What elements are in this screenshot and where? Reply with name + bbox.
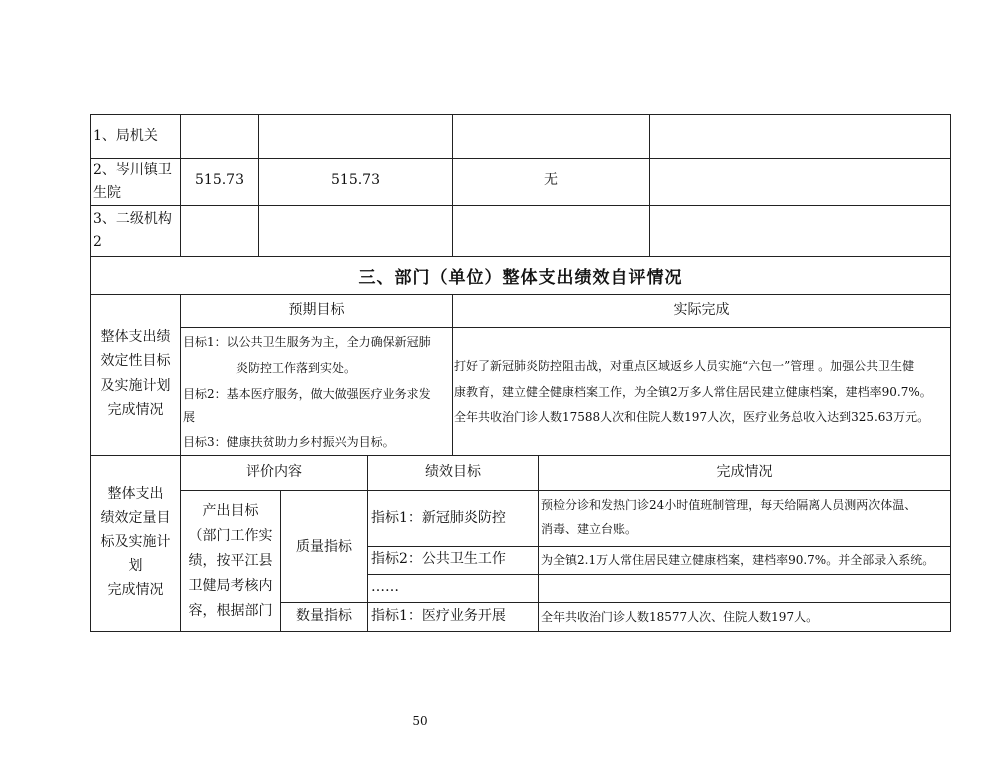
goal2-line2: 展 <box>183 410 196 424</box>
indicator-1-status-line2: 消毒、建立台账。 <box>541 522 638 536</box>
actual-line1: 打好了新冠肺炎防控阻击战，对重点区域返乡人员实施“六包一”管理 。加强公共卫生健 <box>454 359 915 373</box>
indicator-3: 指标1：医疗业务开展 <box>371 608 506 624</box>
goal1-line2: 炎防控工作落到实处。 <box>236 361 357 375</box>
indicator-2: 指标2：公共卫生工作 <box>371 551 506 567</box>
header-actual: 实际完成 <box>673 302 730 318</box>
row-label-line1: 2、岑川镇卫 <box>93 162 172 178</box>
goal2-line1: 目标2：基本医疗服务，做大做强医疗业务求发 <box>183 387 431 401</box>
goal1-line1: 目标1：以公共卫生服务为主，全力确保新冠肺 <box>183 335 431 349</box>
cell-value: 515.73 <box>195 172 244 188</box>
goal3: 目标3：健康扶贫助力乡村振兴为目标。 <box>183 435 395 449</box>
page-number: 50 <box>412 714 428 728</box>
indicator-2-status: 为全镇2.1万人常住居民建立健康档案，建档率90.7%。并全部录入系统。 <box>541 553 935 567</box>
actual-line3: 全年共收治门诊人数17588人次和住院人数197人次，医疗业务总收入达到325.63万元。 <box>454 410 930 424</box>
header-indicator: 绩效目标 <box>425 464 481 480</box>
quantity-indicator-label: 数量指标 <box>296 608 352 624</box>
indicator-1-status-line1: 预检分诊和发热门诊24小时值班制管理，每天给隔离人员测两次体温、 <box>541 498 917 512</box>
section-title: 三、部门（单位）整体支出绩效自评情况 <box>358 268 683 288</box>
indicator-1: 指标1：新冠肺炎防控 <box>371 510 506 526</box>
indicator-more: …… <box>371 579 399 595</box>
row-label-line2: 2 <box>93 234 102 250</box>
cell-value: 无 <box>544 172 558 188</box>
header-content: 评价内容 <box>246 464 302 480</box>
header-status: 完成情况 <box>716 464 773 480</box>
indicator-3-status: 全年共收治门诊人数18577人次、住院人数197人。 <box>541 610 819 624</box>
quality-indicator-label: 质量指标 <box>296 539 352 555</box>
actual-line2: 康教育，建立健全健康档案工作，为全镇2万多人常住居民建立健康档案，建档率90.7%。 <box>454 385 932 399</box>
row-label-line2: 生院 <box>93 185 121 201</box>
header-expected: 预期目标 <box>288 302 345 318</box>
cell-value: 515.73 <box>331 172 380 188</box>
row-label: 1、局机关 <box>93 128 158 144</box>
row-label-line1: 3、二级机构 <box>93 211 172 227</box>
